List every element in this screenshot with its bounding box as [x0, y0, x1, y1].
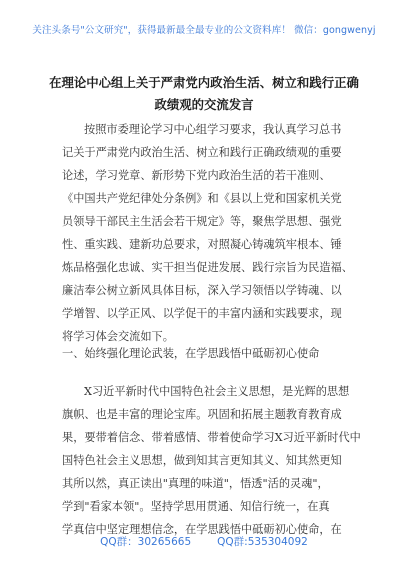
- footer-contact: [0, 534, 408, 549]
- footer-qq-group-2: QQ群:535304092: [217, 536, 308, 548]
- paragraph-line: 廉洁奉公树立新风具体目标，深入学习领悟以学铸魂、以: [62, 284, 342, 297]
- intro-paragraph: [62, 118, 352, 348]
- document-title: [40, 72, 368, 116]
- paragraph-line: 按照市委理论学习中心组学习要求，我认真学习总书: [84, 123, 342, 136]
- title-line: 在理论中心组上关于严肃党内政治生活、树立和践行正确: [49, 75, 359, 90]
- section-paragraph: [62, 380, 361, 541]
- paragraph-line: 其所以然，真正读出"真理的味道"，悟透"活的灵魂"，: [62, 477, 329, 490]
- paragraph-line: 性、重实践、建新功总要求，对照凝心铸魂筑牢根本、锤: [62, 238, 342, 251]
- title-line: 政绩观的交流发言: [154, 97, 254, 112]
- paragraph-line: 国特色社会主义思想，做到知其言更知其义、知其然更知: [62, 454, 342, 467]
- paragraph-line: 炼品格强化忠诚、实干担当促进发展、践行宗旨为民造福、: [62, 261, 353, 274]
- header-promo-note: 关注头条号"公文研究"，获得最新最全最专业的公文资料库！ 微信：gongwenyj: [32, 25, 376, 36]
- footer-qq-group-1: QQ群：30265665: [100, 536, 192, 548]
- paragraph-line: 学到"看家本领"。坚持学思用贯通、知信行统一，在真: [62, 500, 330, 513]
- paragraph-line: 论述，学习党章、新形势下党内政治生活的若干准则、: [62, 169, 331, 182]
- paragraph-line: 果，要带着信念、带着感情、带着使命学习X习近平新时代中: [62, 431, 361, 444]
- paragraph-line: 将学习体会交流如下。: [62, 330, 174, 343]
- section-heading: 一、始终强化理论武装，在学思践悟中砥砺初心使命: [62, 347, 320, 360]
- paragraph-line: 学增智、以学正风、以学促干的丰富内涵和实践要求，现: [62, 307, 342, 320]
- paragraph-line: 员领导干部民主生活会若干规定》等，聚焦学思想、强党: [62, 215, 342, 228]
- paragraph-line: 记关于严肃党内政治生活、树立和践行正确政绩观的重要: [62, 146, 342, 159]
- paragraph-line: 学真信中坚定理想信念，在学思践悟中砥砺初心使命，在: [62, 523, 342, 536]
- paragraph-line: 《中国共产党纪律处分条例》和《县以上党和国家机关党: [62, 192, 342, 205]
- paragraph-line: 旗帜、也是丰富的理论宝库。巩固和拓展主题教育教育成: [62, 408, 342, 421]
- paragraph-line: X习近平新时代中国特色社会主义思想，是光辉的思想: [84, 385, 350, 398]
